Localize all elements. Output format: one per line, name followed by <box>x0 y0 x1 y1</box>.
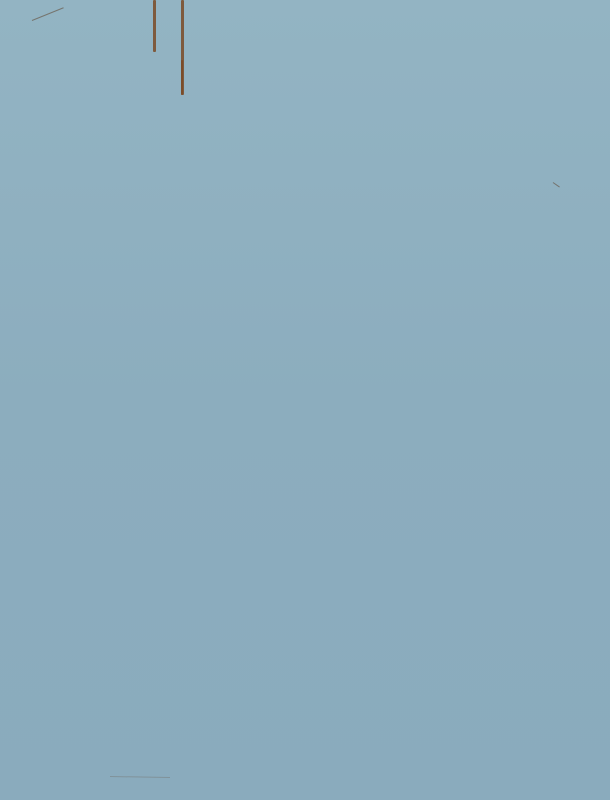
paper-scratch <box>32 7 64 21</box>
paper-scratch <box>110 776 170 778</box>
staple-rust-mark <box>181 60 183 95</box>
paper-scratch <box>553 182 560 187</box>
staple-rust-mark <box>153 0 156 52</box>
